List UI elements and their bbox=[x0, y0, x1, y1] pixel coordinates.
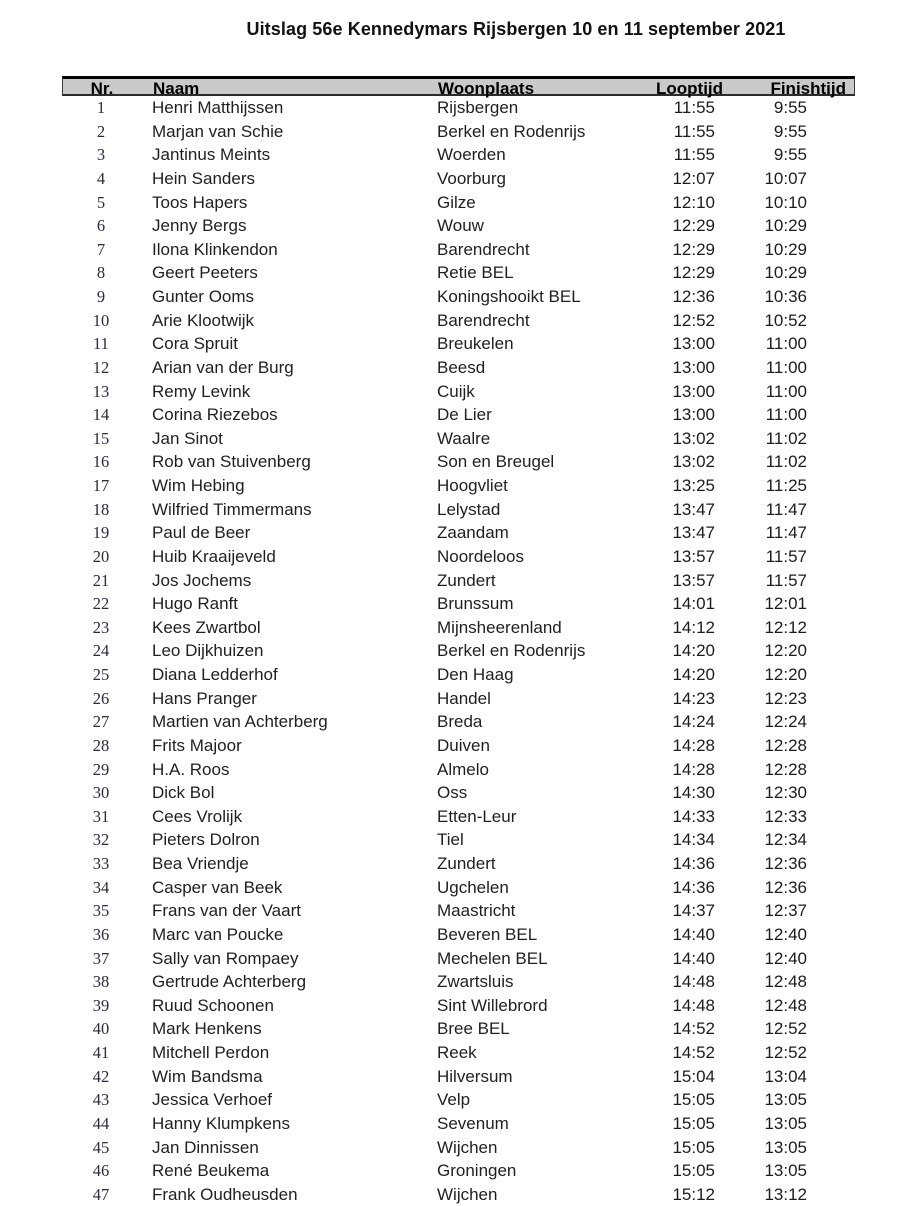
rank-cell: 29 bbox=[92, 759, 110, 779]
rank-cell: 1 bbox=[96, 98, 106, 117]
finishtijd-cell: 10:52 bbox=[764, 310, 807, 330]
finishtijd-cell: 11:47 bbox=[765, 523, 807, 543]
table-body bbox=[62, 96, 855, 1206]
rank-cell: 18 bbox=[92, 499, 110, 519]
looptijd-cell: 14:28 bbox=[672, 735, 715, 755]
table-row bbox=[62, 663, 855, 687]
city-cell: Handel bbox=[437, 688, 491, 708]
name-cell: Arian van der Burg bbox=[152, 357, 294, 377]
column-header-nr: Nr. bbox=[90, 79, 114, 98]
city-cell: Cuijk bbox=[437, 381, 475, 401]
city-cell: Wouw bbox=[437, 216, 484, 236]
finishtijd-cell: 12:37 bbox=[764, 901, 807, 921]
looptijd-cell: 14:20 bbox=[672, 665, 715, 684]
looptijd-cell: 12:07 bbox=[672, 168, 715, 188]
city-cell: Almelo bbox=[437, 759, 489, 779]
finishtijd-cell: 12:23 bbox=[764, 688, 807, 708]
looptijd-cell: 14:12 bbox=[672, 617, 715, 637]
finishtijd-cell: 12:48 bbox=[764, 972, 807, 992]
page-title: Uitslag 56e Kennedymars Rijsbergen 10 en 11 september 2021 bbox=[246, 19, 786, 39]
city-cell: Tiel bbox=[437, 830, 464, 850]
city-cell: Zundert bbox=[437, 854, 496, 873]
rank-cell: 37 bbox=[92, 948, 110, 968]
looptijd-cell: 12:52 bbox=[672, 310, 715, 330]
table-row bbox=[62, 569, 855, 593]
name-cell: Wim Hebing bbox=[152, 476, 245, 495]
table-row bbox=[62, 994, 855, 1018]
table-row bbox=[62, 1112, 855, 1136]
finishtijd-cell: 9:55 bbox=[773, 145, 807, 165]
rank-cell: 26 bbox=[92, 688, 110, 708]
looptijd-cell: 14:20 bbox=[672, 641, 715, 661]
looptijd-cell: 12:10 bbox=[672, 192, 715, 212]
name-cell: Ruud Schoonen bbox=[152, 995, 274, 1015]
table-row bbox=[62, 1183, 855, 1206]
rank-cell: 40 bbox=[92, 1019, 110, 1039]
name-cell: Cora Spruit bbox=[152, 334, 238, 354]
city-cell: Brunssum bbox=[437, 594, 514, 614]
finishtijd-cell: 12:40 bbox=[764, 948, 807, 968]
finishtijd-cell: 13:05 bbox=[764, 1113, 807, 1133]
looptijd-cell: 15:05 bbox=[672, 1090, 715, 1110]
city-cell: Maastricht bbox=[437, 901, 516, 921]
rank-cell: 7 bbox=[96, 239, 106, 259]
table-header-row bbox=[62, 76, 855, 96]
looptijd-cell: 14:52 bbox=[672, 1043, 715, 1062]
finishtijd-cell: 11:02 bbox=[765, 428, 807, 448]
table-row bbox=[62, 143, 855, 167]
table-row bbox=[62, 639, 855, 663]
looptijd-cell: 13:00 bbox=[672, 381, 715, 401]
looptijd-cell: 14:52 bbox=[672, 1019, 715, 1039]
table-row bbox=[62, 261, 855, 285]
table-row bbox=[62, 1136, 855, 1160]
finishtijd-cell: 11:00 bbox=[765, 334, 807, 354]
city-cell: Wijchen bbox=[437, 1137, 498, 1157]
table-row bbox=[62, 805, 855, 829]
finishtijd-cell: 12:28 bbox=[764, 735, 807, 755]
finishtijd-cell: 9:55 bbox=[773, 98, 807, 117]
looptijd-cell: 14:33 bbox=[672, 806, 715, 826]
table-row bbox=[62, 450, 855, 474]
table-row bbox=[62, 710, 855, 734]
looptijd-cell: 13:00 bbox=[672, 334, 715, 354]
column-header-looptijd: Looptijd bbox=[656, 79, 724, 98]
rank-cell: 3 bbox=[96, 145, 106, 165]
city-cell: Gilze bbox=[437, 192, 476, 212]
looptijd-cell: 13:02 bbox=[672, 428, 715, 448]
city-cell: Barendrecht bbox=[437, 310, 530, 330]
table-row bbox=[62, 167, 855, 191]
finishtijd-cell: 12:28 bbox=[764, 759, 807, 779]
column-header-naam: Naam bbox=[153, 79, 200, 98]
table-row bbox=[62, 545, 855, 569]
city-cell: Sint Willebrord bbox=[437, 995, 548, 1015]
name-cell: Dick Bol bbox=[152, 783, 215, 803]
column-header-finishtijd: Finishtijd bbox=[770, 79, 846, 98]
rank-cell: 4 bbox=[96, 168, 106, 188]
rank-cell: 33 bbox=[92, 854, 110, 873]
name-cell: Frans van der Vaart bbox=[152, 901, 301, 921]
name-cell: Jan Sinot bbox=[152, 428, 223, 448]
city-cell: Mechelen BEL bbox=[437, 948, 548, 968]
table-row bbox=[62, 427, 855, 451]
looptijd-cell: 12:36 bbox=[672, 287, 715, 306]
table-row bbox=[62, 899, 855, 923]
name-cell: Casper van Beek bbox=[152, 877, 283, 897]
table-row bbox=[62, 498, 855, 522]
rank-cell: 21 bbox=[92, 570, 110, 590]
table-row bbox=[62, 923, 855, 947]
finishtijd-cell: 13:05 bbox=[764, 1161, 807, 1181]
table-row bbox=[62, 1159, 855, 1183]
column-header-woonplaats: Woonplaats bbox=[438, 79, 535, 98]
name-cell: Jenny Bergs bbox=[152, 216, 247, 236]
city-cell: Zaandam bbox=[437, 523, 509, 543]
finishtijd-cell: 12:33 bbox=[764, 806, 807, 826]
finishtijd-cell: 10:10 bbox=[764, 192, 807, 212]
city-cell: Retie BEL bbox=[437, 263, 514, 283]
city-cell: Bree BEL bbox=[437, 1019, 510, 1039]
rank-cell: 22 bbox=[92, 594, 110, 614]
city-cell: Waalre bbox=[437, 428, 491, 448]
city-cell: Son en Breugel bbox=[437, 452, 555, 472]
looptijd-cell: 14:01 bbox=[672, 594, 715, 614]
table-row bbox=[62, 120, 855, 144]
table-row bbox=[62, 403, 855, 427]
name-cell: Wilfried Timmermans bbox=[152, 499, 312, 519]
table-row bbox=[62, 356, 855, 380]
city-cell: Lelystad bbox=[437, 499, 501, 519]
table-row bbox=[62, 1065, 855, 1089]
finishtijd-cell: 11:00 bbox=[765, 381, 807, 401]
name-cell: Gertrude Achterberg bbox=[152, 972, 307, 992]
city-cell: Velp bbox=[437, 1090, 471, 1110]
rank-cell: 38 bbox=[92, 972, 110, 992]
name-cell: Frank Oudheusden bbox=[152, 1184, 298, 1204]
looptijd-cell: 13:25 bbox=[672, 476, 715, 495]
name-cell: Leo Dijkhuizen bbox=[152, 641, 264, 661]
table-row bbox=[62, 214, 855, 238]
looptijd-cell: 14:48 bbox=[672, 972, 715, 992]
finishtijd-cell: 13:05 bbox=[764, 1137, 807, 1157]
city-cell: De Lier bbox=[437, 405, 492, 425]
name-cell: Hanny Klumpkens bbox=[152, 1113, 290, 1133]
name-cell: Diana Ledderhof bbox=[152, 665, 278, 684]
name-cell: Paul de Beer bbox=[152, 523, 251, 543]
name-cell: Huib Kraaijeveld bbox=[152, 546, 276, 566]
table-row bbox=[62, 876, 855, 900]
rank-cell: 23 bbox=[92, 617, 110, 637]
city-cell: Zwartsluis bbox=[437, 972, 514, 992]
finishtijd-cell: 13:05 bbox=[764, 1090, 807, 1110]
city-cell: Breda bbox=[437, 712, 483, 732]
finishtijd-cell: 10:29 bbox=[764, 239, 807, 259]
rank-cell: 45 bbox=[92, 1137, 110, 1157]
table-row bbox=[62, 970, 855, 994]
city-cell: Woerden bbox=[437, 145, 506, 165]
looptijd-cell: 14:23 bbox=[672, 688, 715, 708]
city-cell: Berkel en Rodenrijs bbox=[437, 121, 586, 141]
looptijd-cell: 13:02 bbox=[672, 452, 715, 472]
name-cell: Jantinus Meints bbox=[152, 145, 271, 165]
looptijd-cell: 14:40 bbox=[672, 948, 715, 968]
finishtijd-cell: 10:29 bbox=[764, 263, 807, 283]
rank-cell: 44 bbox=[92, 1113, 110, 1133]
finishtijd-cell: 11:57 bbox=[765, 570, 807, 590]
city-cell: Koningshooikt BEL bbox=[437, 287, 581, 306]
finishtijd-cell: 11:25 bbox=[765, 476, 807, 495]
rank-cell: 10 bbox=[92, 310, 110, 330]
city-cell: Oss bbox=[437, 783, 468, 803]
finishtijd-cell: 11:57 bbox=[765, 546, 807, 566]
looptijd-cell: 13:47 bbox=[672, 499, 715, 519]
finishtijd-cell: 12:36 bbox=[764, 877, 807, 897]
finishtijd-cell: 12:36 bbox=[764, 854, 807, 873]
city-cell: Wijchen bbox=[437, 1184, 498, 1204]
table-row bbox=[62, 332, 855, 356]
rank-cell: 36 bbox=[92, 924, 110, 944]
looptijd-cell: 11:55 bbox=[673, 98, 715, 117]
rank-cell: 42 bbox=[92, 1066, 110, 1086]
rank-cell: 15 bbox=[92, 428, 110, 448]
rank-cell: 47 bbox=[92, 1184, 110, 1204]
finishtijd-cell: 12:52 bbox=[764, 1043, 807, 1062]
looptijd-cell: 11:55 bbox=[673, 121, 715, 141]
looptijd-cell: 15:05 bbox=[672, 1161, 715, 1181]
name-cell: Marc van Poucke bbox=[152, 924, 284, 944]
finishtijd-cell: 12:52 bbox=[764, 1019, 807, 1039]
name-cell: Wim Bandsma bbox=[152, 1066, 263, 1086]
table-row bbox=[62, 758, 855, 782]
table-row bbox=[62, 380, 855, 404]
finishtijd-cell: 11:47 bbox=[765, 499, 807, 519]
rank-cell: 14 bbox=[92, 405, 110, 425]
table-row bbox=[62, 616, 855, 640]
name-cell: Toos Hapers bbox=[152, 192, 248, 212]
name-cell: Ilona Klinkendon bbox=[152, 239, 278, 259]
table-row bbox=[62, 285, 855, 309]
looptijd-cell: 15:04 bbox=[672, 1066, 715, 1086]
city-cell: Rijsbergen bbox=[437, 98, 519, 117]
rank-cell: 43 bbox=[92, 1090, 110, 1110]
rank-cell: 32 bbox=[92, 830, 110, 850]
rank-cell: 25 bbox=[92, 665, 110, 684]
table-row bbox=[62, 734, 855, 758]
name-cell: Jan Dinnissen bbox=[152, 1137, 259, 1157]
table-row bbox=[62, 238, 855, 262]
name-cell: H.A. Roos bbox=[152, 759, 230, 779]
name-cell: Sally van Rompaey bbox=[152, 948, 299, 968]
finishtijd-cell: 12:20 bbox=[764, 665, 807, 684]
rank-cell: 12 bbox=[92, 357, 110, 377]
looptijd-cell: 14:24 bbox=[672, 712, 715, 732]
rank-cell: 16 bbox=[92, 452, 110, 472]
looptijd-cell: 12:29 bbox=[672, 239, 715, 259]
rank-cell: 13 bbox=[92, 381, 110, 401]
name-cell: Martien van Achterberg bbox=[152, 712, 328, 732]
finishtijd-cell: 12:30 bbox=[764, 783, 807, 803]
looptijd-cell: 12:29 bbox=[672, 263, 715, 283]
table-row bbox=[62, 781, 855, 805]
looptijd-cell: 11:55 bbox=[673, 145, 715, 165]
city-cell: Breukelen bbox=[437, 334, 514, 354]
looptijd-cell: 15:05 bbox=[672, 1113, 715, 1133]
rank-cell: 5 bbox=[96, 192, 106, 212]
finishtijd-cell: 11:00 bbox=[765, 357, 807, 377]
city-cell: Groningen bbox=[437, 1161, 517, 1181]
looptijd-cell: 13:57 bbox=[672, 570, 715, 590]
city-cell: Mijnsheerenland bbox=[437, 617, 562, 637]
looptijd-cell: 14:37 bbox=[672, 901, 715, 921]
city-cell: Beesd bbox=[437, 357, 486, 377]
finishtijd-cell: 11:00 bbox=[765, 405, 807, 425]
finishtijd-cell: 12:34 bbox=[764, 830, 807, 850]
looptijd-cell: 15:12 bbox=[672, 1184, 715, 1204]
looptijd-cell: 13:00 bbox=[672, 405, 715, 425]
rank-cell: 11 bbox=[93, 334, 109, 354]
finishtijd-cell: 12:40 bbox=[764, 924, 807, 944]
city-cell: Sevenum bbox=[437, 1113, 509, 1133]
rank-cell: 39 bbox=[92, 995, 110, 1015]
rank-cell: 19 bbox=[92, 523, 110, 543]
table-row bbox=[62, 96, 855, 120]
looptijd-cell: 13:57 bbox=[672, 546, 715, 566]
rank-cell: 24 bbox=[92, 641, 110, 661]
city-cell: Zundert bbox=[437, 570, 496, 590]
name-cell: Jos Jochems bbox=[152, 570, 252, 590]
finishtijd-cell: 12:20 bbox=[764, 641, 807, 661]
looptijd-cell: 13:00 bbox=[672, 357, 715, 377]
table-row bbox=[62, 828, 855, 852]
table-row bbox=[62, 191, 855, 215]
name-cell: René Beukema bbox=[152, 1161, 270, 1181]
table-row bbox=[62, 947, 855, 971]
results-table bbox=[62, 76, 855, 1206]
name-cell: Gunter Ooms bbox=[152, 287, 255, 306]
finishtijd-cell: 9:55 bbox=[773, 121, 807, 141]
finishtijd-cell: 12:24 bbox=[764, 712, 807, 732]
city-cell: Reek bbox=[437, 1043, 477, 1062]
city-cell: Den Haag bbox=[437, 665, 514, 684]
name-cell: Pieters Dolron bbox=[152, 830, 260, 850]
name-cell: Marjan van Schie bbox=[152, 121, 284, 141]
finishtijd-cell: 10:29 bbox=[764, 216, 807, 236]
rank-cell: 8 bbox=[96, 263, 106, 283]
table-row bbox=[62, 309, 855, 333]
rank-cell: 34 bbox=[92, 877, 110, 897]
rank-cell: 9 bbox=[96, 287, 106, 306]
finishtijd-cell: 11:02 bbox=[765, 452, 807, 472]
rank-cell: 6 bbox=[96, 216, 106, 236]
looptijd-cell: 14:40 bbox=[672, 924, 715, 944]
finishtijd-cell: 12:12 bbox=[764, 617, 807, 637]
rank-cell: 20 bbox=[92, 546, 110, 566]
city-cell: Duiven bbox=[437, 735, 490, 755]
name-cell: Mark Henkens bbox=[152, 1019, 262, 1039]
city-cell: Ugchelen bbox=[437, 877, 509, 897]
table-row bbox=[62, 1088, 855, 1112]
name-cell: Kees Zwartbol bbox=[152, 617, 261, 637]
table-row bbox=[62, 1041, 855, 1065]
rank-cell: 17 bbox=[92, 476, 110, 495]
finishtijd-cell: 12:01 bbox=[764, 594, 807, 614]
finishtijd-cell: 13:04 bbox=[764, 1066, 807, 1086]
looptijd-cell: 14:28 bbox=[672, 759, 715, 779]
name-cell: Jessica Verhoef bbox=[152, 1090, 273, 1110]
looptijd-cell: 13:47 bbox=[672, 523, 715, 543]
rank-cell: 35 bbox=[92, 901, 110, 921]
rank-cell: 2 bbox=[96, 121, 106, 141]
name-cell: Henri Matthijssen bbox=[152, 98, 284, 117]
looptijd-cell: 15:05 bbox=[672, 1137, 715, 1157]
city-cell: Noordeloos bbox=[437, 546, 524, 566]
city-cell: Hoogvliet bbox=[437, 476, 508, 495]
looptijd-cell: 12:29 bbox=[672, 216, 715, 236]
table-row bbox=[62, 474, 855, 498]
finishtijd-cell: 10:36 bbox=[764, 287, 807, 306]
rank-cell: 46 bbox=[92, 1161, 110, 1181]
city-cell: Hilversum bbox=[437, 1066, 513, 1086]
city-cell: Etten-Leur bbox=[437, 806, 517, 826]
name-cell: Mitchell Perdon bbox=[152, 1043, 270, 1062]
name-cell: Geert Peeters bbox=[152, 263, 258, 283]
rank-cell: 28 bbox=[92, 735, 110, 755]
name-cell: Hans Pranger bbox=[152, 688, 257, 708]
looptijd-cell: 14:30 bbox=[672, 783, 715, 803]
name-cell: Hein Sanders bbox=[152, 168, 256, 188]
finishtijd-cell: 10:07 bbox=[764, 168, 807, 188]
table-row bbox=[62, 592, 855, 616]
name-cell: Frits Majoor bbox=[152, 735, 242, 755]
rank-cell: 31 bbox=[92, 806, 110, 826]
rank-cell: 27 bbox=[92, 712, 110, 732]
rank-cell: 30 bbox=[92, 783, 110, 803]
name-cell: Cees Vrolijk bbox=[152, 806, 243, 826]
city-cell: Barendrecht bbox=[437, 239, 530, 259]
table-row bbox=[62, 852, 855, 876]
city-cell: Beveren BEL bbox=[437, 924, 538, 944]
table-row bbox=[62, 1017, 855, 1041]
rank-cell: 41 bbox=[92, 1043, 110, 1062]
looptijd-cell: 14:34 bbox=[672, 830, 715, 850]
table-row bbox=[62, 687, 855, 711]
name-cell: Corina Riezebos bbox=[152, 405, 278, 425]
finishtijd-cell: 13:12 bbox=[764, 1184, 807, 1204]
finishtijd-cell: 12:48 bbox=[764, 995, 807, 1015]
name-cell: Hugo Ranft bbox=[152, 594, 238, 614]
city-cell: Berkel en Rodenrijs bbox=[437, 641, 586, 661]
looptijd-cell: 14:48 bbox=[672, 995, 715, 1015]
city-cell: Voorburg bbox=[437, 168, 506, 188]
looptijd-cell: 14:36 bbox=[672, 877, 715, 897]
name-cell: Rob van Stuivenberg bbox=[152, 452, 311, 472]
table-row bbox=[62, 521, 855, 545]
name-cell: Arie Klootwijk bbox=[152, 310, 255, 330]
looptijd-cell: 14:36 bbox=[672, 854, 715, 873]
name-cell: Remy Levink bbox=[152, 381, 251, 401]
name-cell: Bea Vriendje bbox=[152, 854, 249, 873]
